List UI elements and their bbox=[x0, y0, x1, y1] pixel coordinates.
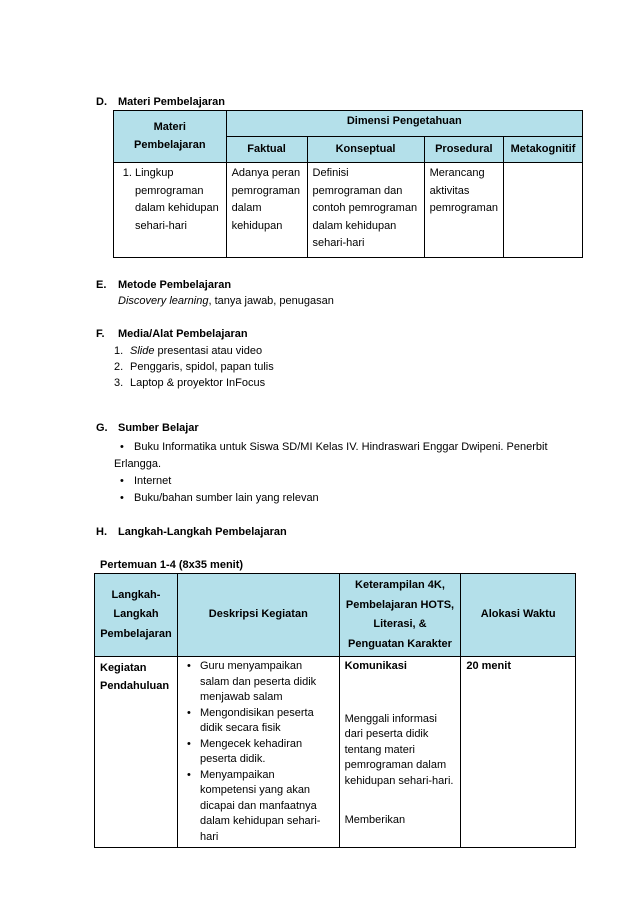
langkah-table bbox=[94, 573, 576, 848]
section-d-heading bbox=[96, 94, 225, 110]
keterampilan-header: Keterampilan 4K, Pembelajaran HOTS, Literasi, & Penguatan Karakter bbox=[339, 574, 461, 657]
section-f-heading bbox=[96, 326, 248, 342]
faktual-cell: Adanya peran pemrograman dalam kehidupan bbox=[226, 163, 307, 258]
sumber-list bbox=[114, 439, 584, 507]
section-f-title: Media/Alat Pembelajaran bbox=[118, 328, 248, 340]
media-list bbox=[114, 343, 274, 391]
dimensi-header: Dimensi Pengetahuan bbox=[226, 111, 582, 137]
keterampilan-cell bbox=[339, 657, 461, 848]
section-e-heading bbox=[96, 277, 231, 293]
metode-text bbox=[118, 293, 334, 309]
section-h-title: Langkah-Langkah Pembelajaran bbox=[118, 526, 287, 538]
konseptual-cell: Definisi pemrograman dan contoh pemrograman dalam kehidupan sehari-hari bbox=[307, 163, 424, 258]
konseptual-header: Konseptual bbox=[307, 137, 424, 163]
section-e-letter: E. bbox=[96, 279, 107, 291]
section-g-letter: G. bbox=[96, 422, 108, 434]
keterampilan-title: Komunikasi bbox=[344, 660, 407, 672]
deskripsi-header: Deskripsi Kegiatan bbox=[177, 574, 339, 657]
materi-col-header: Materi Pembelajaran bbox=[114, 111, 227, 163]
langkah-header: Langkah-Langkah Pembelajaran bbox=[95, 574, 178, 657]
keterampilan-more: Memberikan bbox=[344, 814, 406, 826]
media-item: 1. Slide presentasi atau video bbox=[114, 345, 263, 357]
section-g-title: Sumber Belajar bbox=[118, 422, 199, 434]
section-d-letter: D. bbox=[96, 96, 107, 108]
prosedural-cell: Merancang aktivitas pemrograman bbox=[424, 163, 503, 258]
section-h-heading bbox=[96, 524, 287, 540]
pertemuan-heading: Pertemuan 1-4 (8x35 menit) bbox=[100, 559, 244, 571]
section-d-title: Materi Pembelajaran bbox=[118, 96, 225, 108]
sumber-item-continued: Erlangga. bbox=[114, 458, 162, 470]
metode-italic: Discovery learning bbox=[118, 295, 209, 307]
alokasi-cell: 20 menit bbox=[461, 657, 576, 848]
deskripsi-item: • Menyampaikan kompetensi yang akan dicapai dan manfaatnya dalam kehidupan sehari-hari bbox=[200, 768, 334, 846]
section-e-title: Metode Pembelajaran bbox=[118, 279, 232, 291]
deskripsi-item: • Guru menyampaikan salam dan peserta didik menjawab salam bbox=[200, 659, 334, 706]
media-item: 2. Penggaris, spidol, papan tulis bbox=[114, 361, 274, 373]
deskripsi-item: • Mengecek kehadiran peserta didik. bbox=[200, 737, 334, 768]
langkah-cell: Kegiatan Pendahuluan bbox=[95, 657, 178, 848]
alokasi-header: Alokasi Waktu bbox=[461, 574, 576, 657]
materi-table bbox=[113, 110, 583, 258]
keterampilan-text: Menggali informasi dari peserta didik tentang materi pemrograman dalam kehidupan sehari-hari. bbox=[344, 712, 454, 787]
section-h-letter: H. bbox=[96, 526, 107, 538]
sumber-item: • Buku/bahan sumber lain yang relevan bbox=[114, 490, 584, 507]
sumber-item: • Internet bbox=[114, 473, 584, 490]
metakognitif-header: Metakognitif bbox=[504, 137, 583, 163]
metode-rest: , tanya jawab, penugasan bbox=[208, 295, 334, 307]
materi-item: 1. Lingkup pemrograman dalam kehidupan sehari-hari bbox=[135, 165, 221, 235]
section-g-heading bbox=[96, 420, 199, 436]
media-item: 3. Laptop & proyektor InFocus bbox=[114, 377, 266, 389]
deskripsi-item: • Mengondisikan peserta didik secara fisik bbox=[200, 706, 334, 737]
materi-cell bbox=[114, 163, 227, 258]
prosedural-header: Prosedural bbox=[424, 137, 503, 163]
metakognitif-cell bbox=[504, 163, 583, 258]
deskripsi-cell bbox=[177, 657, 339, 848]
section-f-letter: F. bbox=[96, 328, 105, 340]
sumber-item: • Buku Informatika untuk Siswa SD/MI Kelas IV. Hindraswari Enggar Dwipeni. Penerbit bbox=[114, 439, 584, 456]
faktual-header: Faktual bbox=[226, 137, 307, 163]
